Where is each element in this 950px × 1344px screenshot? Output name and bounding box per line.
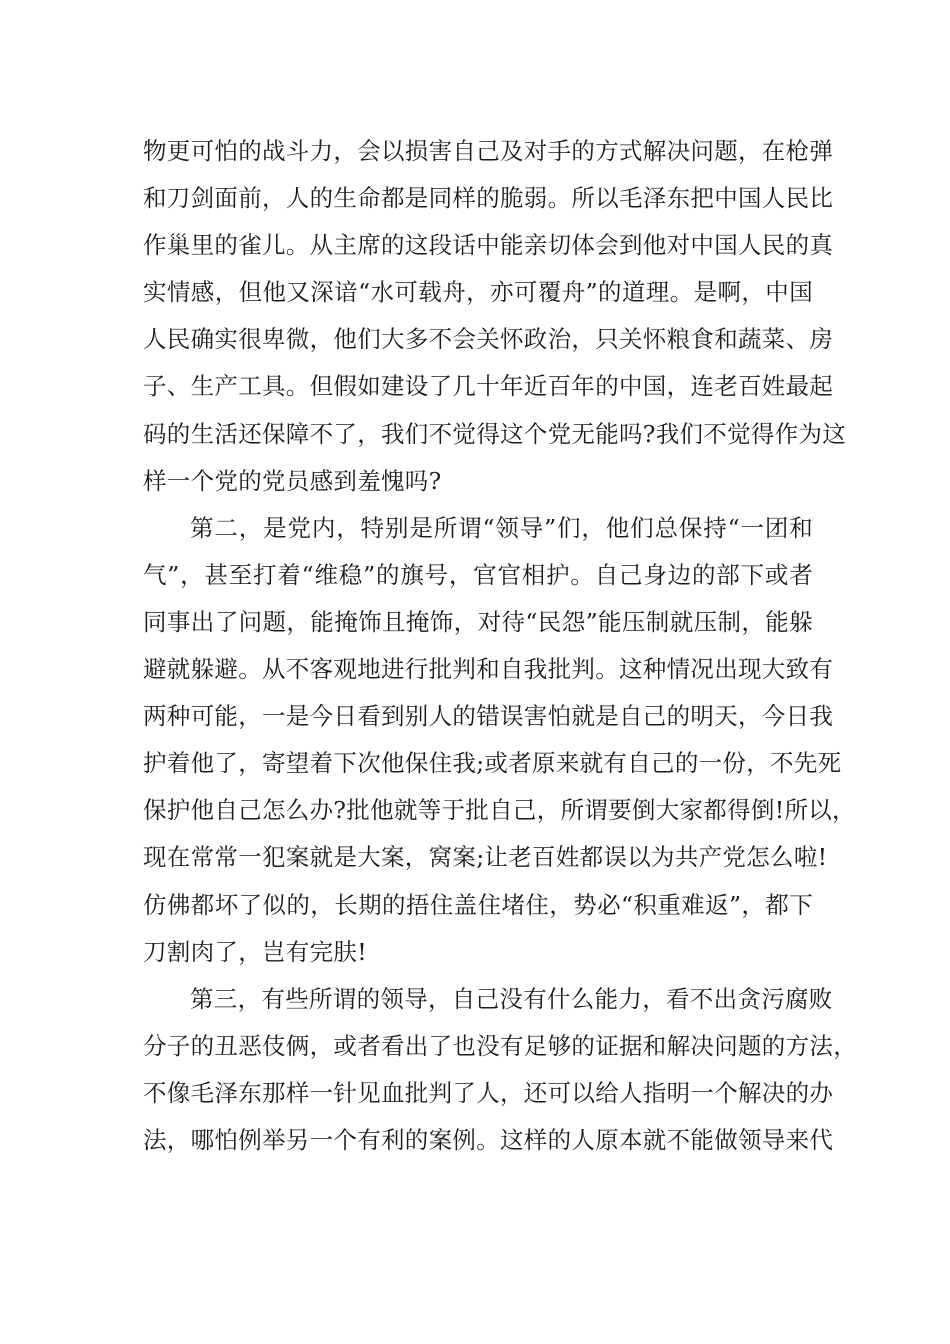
body-text bbox=[143, 128, 857, 1164]
text-line: 不像毛泽东那样一针见血批判了人，还可以给人指明一个解决的办 bbox=[143, 1078, 834, 1107]
text-line: 仿佛都坏了似的，长期的捂住盖住堵住，势必“积重难返”，都下 bbox=[143, 890, 813, 919]
text-line: 码的生活还保障不了，我们不觉得这个党无能吗?我们不觉得作为这 bbox=[143, 419, 847, 448]
text-line: 物更可怕的战斗力，会以损害自己及对手的方式解决问题，在枪弹 bbox=[143, 137, 834, 165]
text-line: 气”，甚至打着“维稳”的旗号，官官相护。自己身边的部下或者 bbox=[143, 560, 813, 589]
text-line: 分子的丑恶伎俩，或者看出了也没有足够的证据和解决问题的方法， bbox=[143, 1031, 857, 1060]
text-line: 实情感，但他又深谙“水可载舟，亦可覆舟”的道理。是啊，中国 bbox=[143, 278, 813, 307]
text-line: 法，哪怕例举另一个有利的案例。这样的人原本就不能做领导来代 bbox=[143, 1125, 834, 1154]
text-line: 护着他了，寄望着下次他保住我;或者原来就有自己的一份，不先死 bbox=[143, 749, 842, 778]
text-line: 现在常常一犯案就是大案，窝案;让老百姓都误以为共产党怎么啦! bbox=[143, 843, 828, 872]
text-line: 样一个党的党员感到羞愧吗? bbox=[143, 466, 442, 495]
text-line: 保护他自己怎么办?批他就等于批自己，所谓要倒大家都得倒!所以， bbox=[143, 796, 856, 825]
text-line: 刀割肉了，岂有完肤! bbox=[143, 937, 367, 966]
text-line: 两种可能，一是今日看到别人的错误害怕就是自己的明天，今日我 bbox=[143, 702, 834, 731]
text-line: 避就躲避。从不客观地进行批判和自我批判。这种情况出现大致有 bbox=[143, 655, 834, 684]
text-line: 子、生产工具。但假如建设了几十年近百年的中国，连老百姓最起 bbox=[143, 372, 834, 401]
paragraph-first-line: 第二，是党内，特别是所谓“领导”们，他们总保持“一团和 bbox=[190, 513, 814, 542]
paragraph-first-line: 第三，有些所谓的领导，自己没有什么能力，看不出贪污腐败 bbox=[190, 984, 833, 1013]
text-line: 人民确实很卑微，他们大多不会关怀政治，只关怀粮食和蔬菜、房 bbox=[143, 325, 834, 354]
text-line: 作巢里的雀儿。从主席的这段话中能亲切体会到他对中国人民的真 bbox=[143, 231, 834, 260]
text-line: 和刀剑面前，人的生命都是同样的脆弱。所以毛泽东把中国人民比 bbox=[143, 184, 834, 213]
text-line: 同事出了问题，能掩饰且掩饰，对待“民怨”能压制就压制，能躲 bbox=[143, 607, 813, 636]
